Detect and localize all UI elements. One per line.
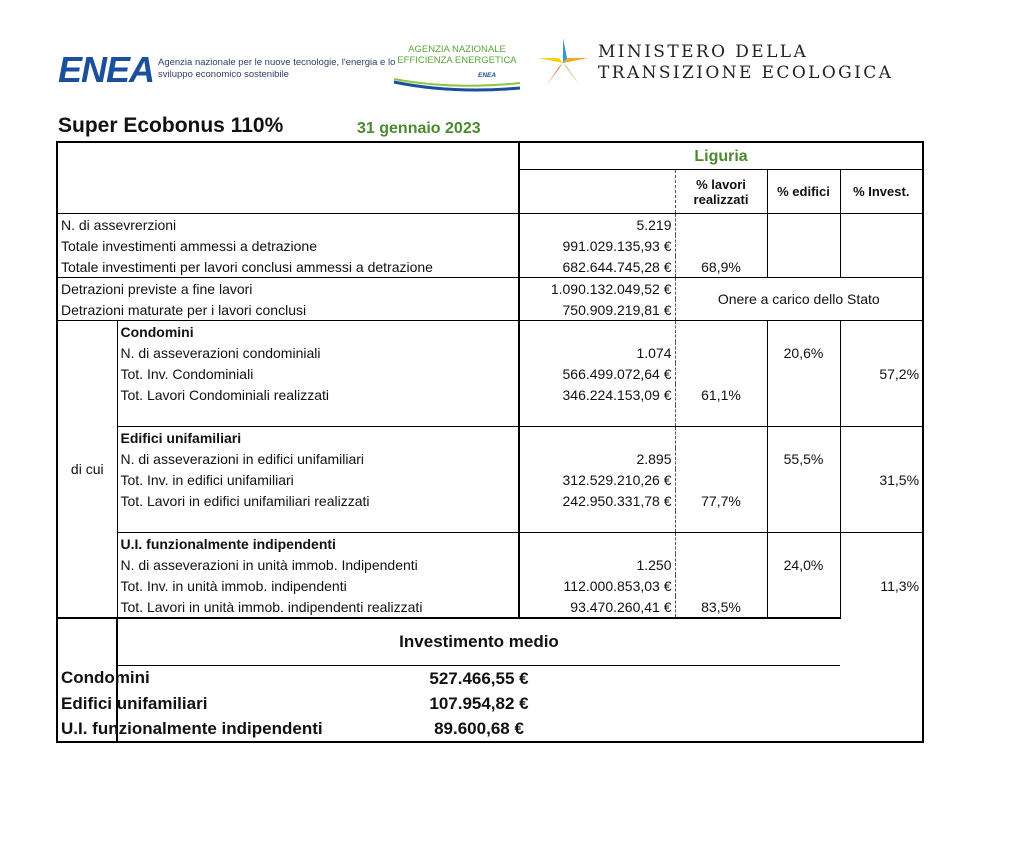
agency-line2: EFFICIENZA ENERGETICA bbox=[397, 55, 517, 66]
summary-value: 5.219 bbox=[519, 214, 675, 236]
col-invest-header: % Invest. bbox=[853, 184, 910, 199]
group-row bbox=[57, 490, 923, 511]
group-label: N. di asseverazioni in edifici unifamiliari bbox=[117, 448, 519, 469]
summary-row bbox=[57, 214, 923, 236]
summary-pct bbox=[675, 214, 767, 236]
summary-label: Totale investimenti per lavori conclusi ammessi a detrazione bbox=[61, 258, 433, 275]
header-row-region bbox=[57, 142, 923, 170]
group-row bbox=[57, 384, 923, 405]
summary-value: 991.029.135,93 € bbox=[519, 235, 675, 256]
group-label: Tot. Inv. in edifici unifamiliari bbox=[117, 469, 519, 490]
summary-pct bbox=[675, 235, 767, 256]
ministry-name bbox=[598, 42, 893, 84]
investimento-value: 107.954,82 € bbox=[117, 691, 840, 716]
group-title-row bbox=[57, 321, 923, 343]
investimento-value: 89.600,68 € bbox=[117, 716, 840, 742]
group-pct-edifici: 24,0% bbox=[767, 554, 840, 575]
summary-value: 682.644.745,28 € bbox=[519, 256, 675, 278]
summary-pct: 68,9% bbox=[675, 256, 767, 278]
group-title: U.I. funzionalmente indipendenti bbox=[117, 533, 519, 555]
group-value: 1.074 bbox=[519, 342, 675, 363]
investimento-label: Edifici unifamiliari bbox=[57, 691, 117, 716]
page-title: Super Ecobonus 110% bbox=[58, 114, 284, 137]
summary-label: N. di assevrerzioni bbox=[57, 214, 519, 236]
group-title-row bbox=[57, 427, 923, 449]
enea-wordmark: ENEA bbox=[58, 49, 155, 90]
group-row bbox=[57, 448, 923, 469]
group-row bbox=[57, 342, 923, 363]
group-label: Tot. Lavori in edifici unifamiliari realizzati bbox=[117, 490, 519, 511]
investimento-label: U.I. funzionalmente indipendenti bbox=[57, 716, 117, 742]
group-value: 112.000.853,03 € bbox=[519, 575, 675, 596]
investimento-row bbox=[57, 691, 923, 716]
group-label: N. di asseverazioni condominiali bbox=[117, 342, 519, 363]
group-row bbox=[57, 554, 923, 575]
agency-logo bbox=[392, 44, 522, 96]
group-title: Condomini bbox=[117, 321, 519, 343]
header-value-col bbox=[519, 170, 675, 214]
group-pct-lavori: 61,1% bbox=[675, 384, 767, 405]
group-title-row bbox=[57, 533, 923, 555]
group-row bbox=[57, 596, 923, 618]
header-empty bbox=[57, 142, 519, 214]
agency-swoosh-icon bbox=[392, 76, 522, 94]
summary-row bbox=[57, 256, 923, 278]
detrazioni-value: 750.909.219,81 € bbox=[519, 299, 675, 321]
group-row bbox=[57, 469, 923, 490]
summary-label: Totale investimenti ammessi a detrazione bbox=[61, 237, 318, 254]
region-name: Liguria bbox=[694, 147, 748, 165]
group-value: 566.499.072,64 € bbox=[519, 363, 675, 384]
investimento-row bbox=[57, 666, 923, 692]
group-value: 346.224.153,09 € bbox=[519, 384, 675, 405]
col-lavori-header: % lavori realizzati bbox=[693, 176, 749, 207]
group-pct-lavori: 77,7% bbox=[675, 490, 767, 511]
agency-tag: ENEA bbox=[478, 72, 497, 79]
group-label: Tot. Lavori Condominiali realizzati bbox=[117, 384, 519, 405]
group-value: 1.250 bbox=[519, 554, 675, 575]
report-date: 31 gennaio 2023 bbox=[357, 120, 481, 137]
group-value: 242.950.331,78 € bbox=[519, 490, 675, 511]
summary-row bbox=[57, 235, 923, 256]
detrazioni-row bbox=[57, 278, 923, 300]
data-table bbox=[56, 141, 924, 743]
group-row bbox=[57, 363, 923, 384]
group-pct-edifici: 55,5% bbox=[767, 448, 840, 469]
di-cui-label: di cui bbox=[57, 321, 117, 619]
detrazioni-label: Detrazioni previste a fine lavori bbox=[57, 278, 519, 300]
group-label: Tot. Inv. in unità immob. indipendenti bbox=[117, 575, 519, 596]
group-label: Tot. Lavori in unità immob. indipendenti realizzati bbox=[117, 596, 519, 618]
group-pct-invest: 11,3% bbox=[840, 575, 923, 596]
ministry-line1: MINISTERO DELLA bbox=[598, 42, 809, 62]
group-title: Edifici unifamiliari bbox=[117, 427, 519, 449]
investimento-value: 527.466,55 € bbox=[117, 666, 840, 692]
ministry-line2: TRANSIZIONE ECOLOGICA bbox=[598, 63, 894, 83]
group-pct-lavori: 83,5% bbox=[675, 596, 767, 618]
page-header bbox=[0, 30, 1024, 110]
group-pct-invest: 57,2% bbox=[840, 363, 923, 384]
agency-line1: AGENZIA NAZIONALE bbox=[408, 44, 506, 55]
group-row bbox=[57, 575, 923, 596]
col-edifici-header: % edifici bbox=[777, 184, 830, 199]
detrazioni-label: Detrazioni maturate per i lavori conclusi bbox=[61, 301, 307, 318]
group-label: N. di asseverazioni in unità immob. Indipendenti bbox=[117, 554, 519, 575]
investimento-header: Investimento medio bbox=[117, 618, 840, 666]
ministry-star-icon bbox=[536, 36, 590, 90]
group-value: 312.529.210,26 € bbox=[519, 469, 675, 490]
investimento-header-row bbox=[57, 618, 923, 666]
investimento-row bbox=[57, 716, 923, 742]
group-label: Tot. Inv. Condominiali bbox=[117, 363, 519, 384]
group-value: 2.895 bbox=[519, 448, 675, 469]
group-pct-invest: 31,5% bbox=[840, 469, 923, 490]
group-pct-edifici: 20,6% bbox=[767, 342, 840, 363]
onere-note: Onere a carico dello Stato bbox=[675, 278, 923, 321]
detrazioni-value: 1.090.132.049,52 € bbox=[519, 278, 675, 300]
investimento-label: Condomini bbox=[57, 666, 117, 692]
group-value: 93.470.260,41 € bbox=[519, 596, 675, 618]
enea-subtitle: Agenzia nazionale per le nuove tecnologie, l'energia e lo sviluppo economico sostenibile bbox=[158, 57, 396, 80]
